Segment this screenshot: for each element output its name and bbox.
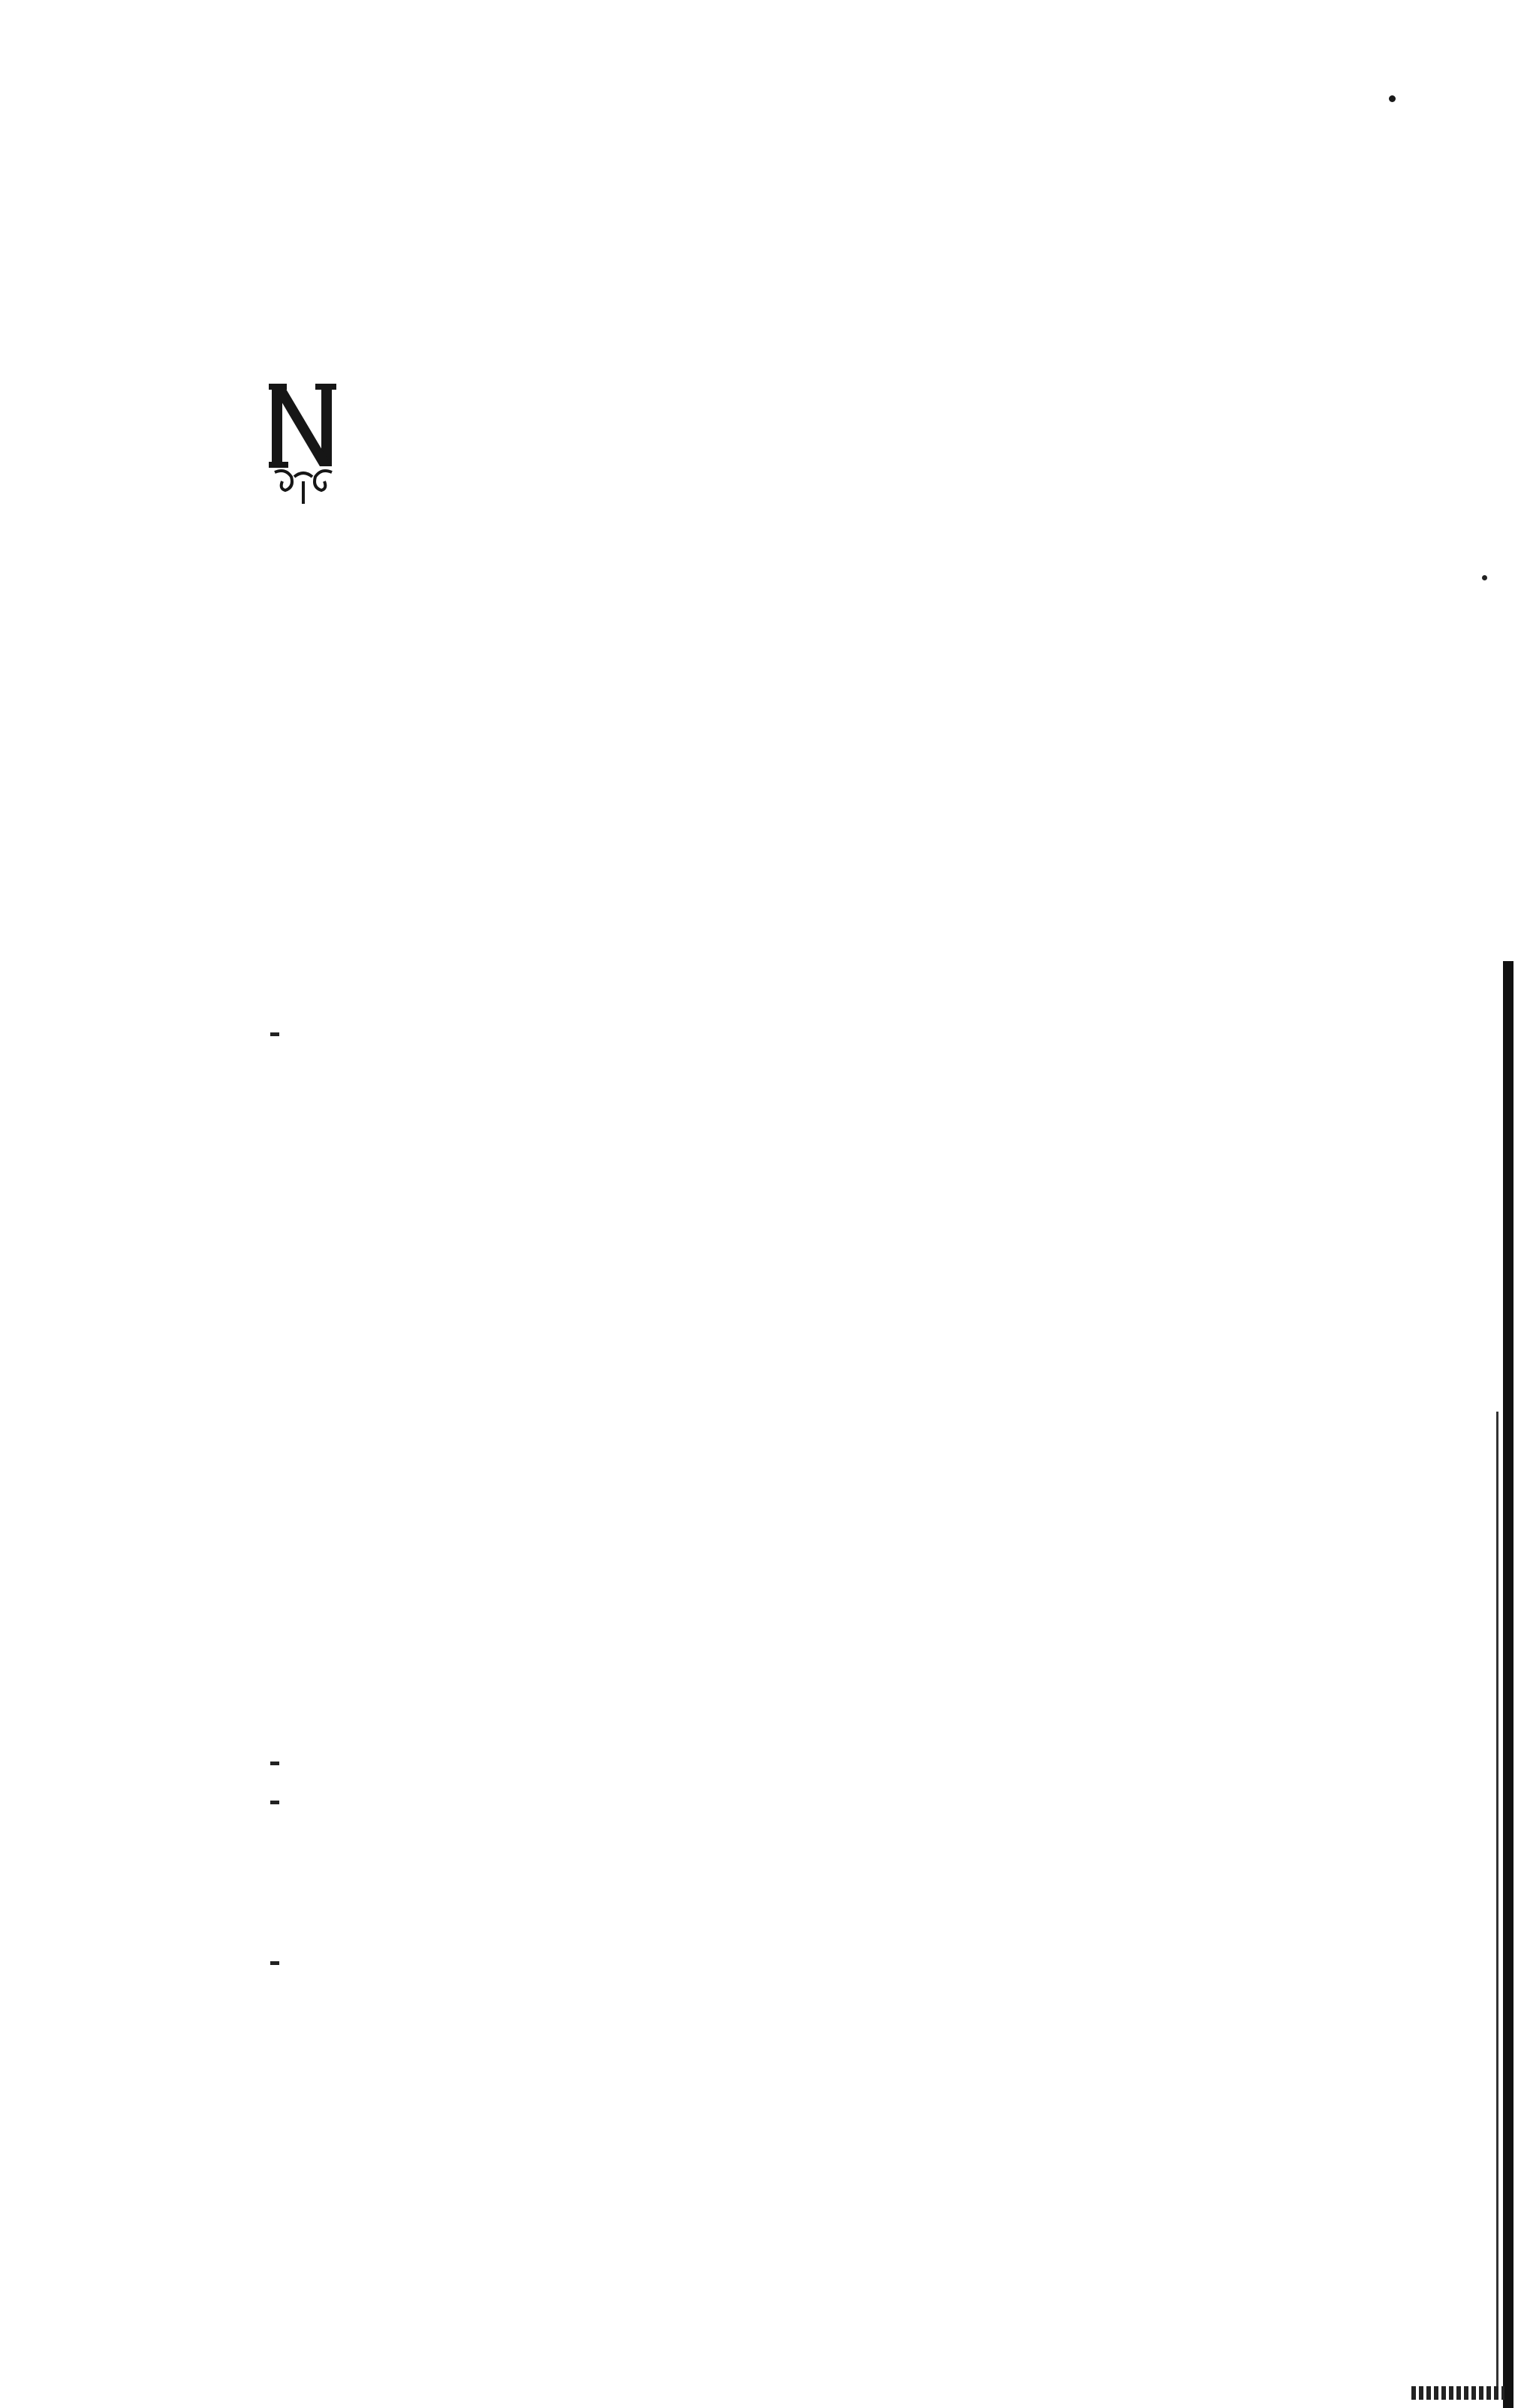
scan-bottom-strip [1411, 2386, 1504, 2400]
title-ornament-band [267, 295, 1327, 319]
article-body [269, 379, 1344, 510]
ink-speck [1389, 95, 1396, 102]
decorated-initial-n-icon [269, 384, 338, 510]
top-ornament-band [267, 98, 1327, 140]
margin-tick [270, 1801, 279, 1804]
margin-tick [270, 1762, 279, 1765]
ink-speck [1482, 575, 1487, 580]
scan-spine-edge [1503, 961, 1513, 2408]
scan-edge-line [1496, 1412, 1498, 2388]
margin-tick [270, 1032, 279, 1036]
margin-tick [270, 1961, 279, 1965]
